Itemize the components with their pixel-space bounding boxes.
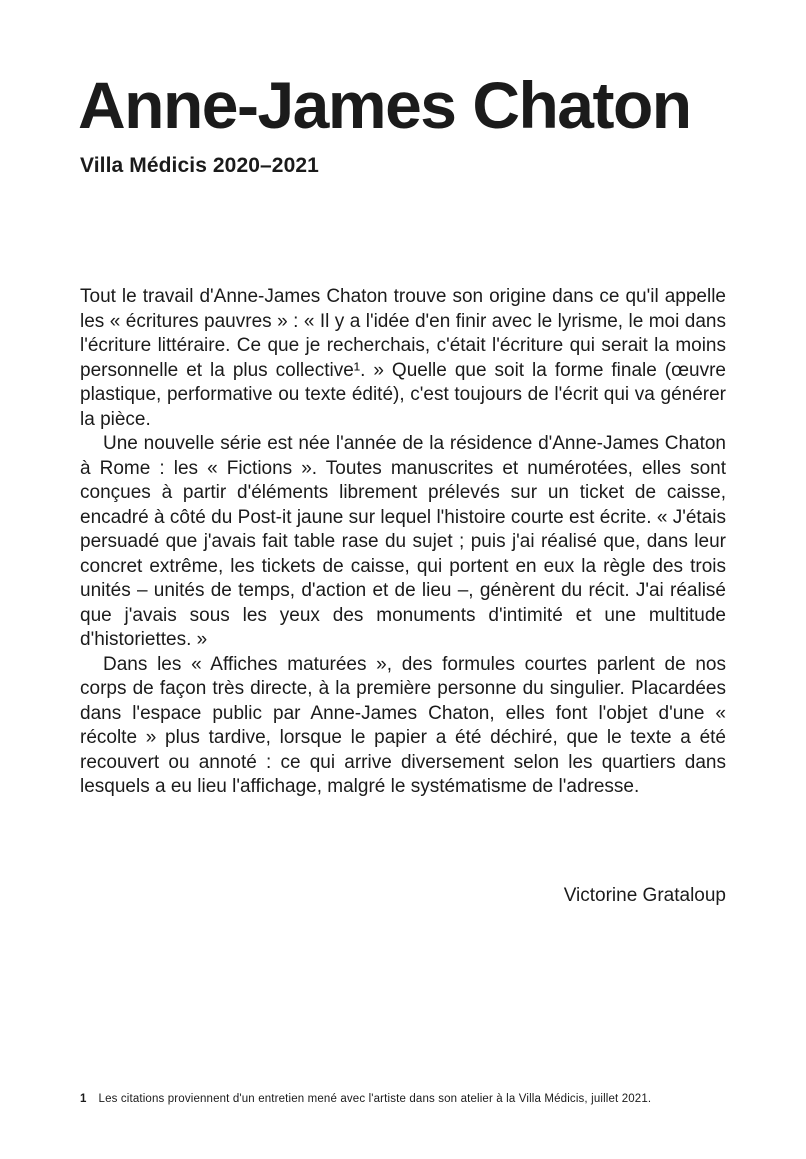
author-signature: Victorine Grataloup <box>563 885 726 906</box>
page-title: Anne-James Chaton <box>78 68 691 142</box>
footnote-marker: 1 <box>80 1093 87 1105</box>
masthead <box>78 68 691 178</box>
page-subtitle: Villa Médicis 2020–2021 <box>80 154 319 177</box>
paragraph: Tout le travail d'Anne-James Chaton trouve son origine dans ce qu'il appelle les « écritures pauvres » : « Il y a l'idée d'en finir avec le lyrisme, le moi dans l'écriture littéraire. Ce que je recherchais, c'était l'écriture qui serait la moins personnelle et la plus collective¹. » Quelle que soit la forme finale (œuvre plastique, performative ou texte édité), c'est toujours de l'écrit qui va générer la pièce. <box>80 286 726 430</box>
paragraph: Une nouvelle série est née l'année de la résidence d'Anne-James Chaton à Rome : les « Fictions ». Toutes manuscrites et numérotées, elles sont conçues à partir d'éléments librement prélevés sur un ticket de caisse, encadré à côté du Post-it jaune sur lequel l'histoire courte est écrite. « J'étais persuadé que j'avais fait table rase du sujet ; puis j'ai réalisé que, dans leur concret extrême, les tickets de caisse, qui portent en eux la règle des trois unités – unités de temps, d'action et de lieu –, génèrent du récit. J'ai réalisé que j'avais sous les yeux des monuments d'intimité et une multitude d'historiettes. » <box>80 433 726 650</box>
article-body <box>80 285 726 800</box>
footnote <box>80 1092 730 1106</box>
paragraph: Dans les « Affiches maturées », des formules courtes parlent de nos corps de façon très directe, à la première personne du singulier. Placardées dans l'espace public par Anne-James Chaton, elles font l'objet d'une « récolte » plus tardive, lorsque le papier a été déchiré, que le texte a été recouvert ou annoté : ce qui arrive diversement selon les quartiers dans lesquels a eu lieu l'affichage, malgré le systématisme de l'adresse. <box>80 653 726 797</box>
footnote-text: Les citations proviennent d'un entretien mené avec l'artiste dans son atelier à la Villa Médicis, juillet 2021. <box>98 1093 652 1105</box>
